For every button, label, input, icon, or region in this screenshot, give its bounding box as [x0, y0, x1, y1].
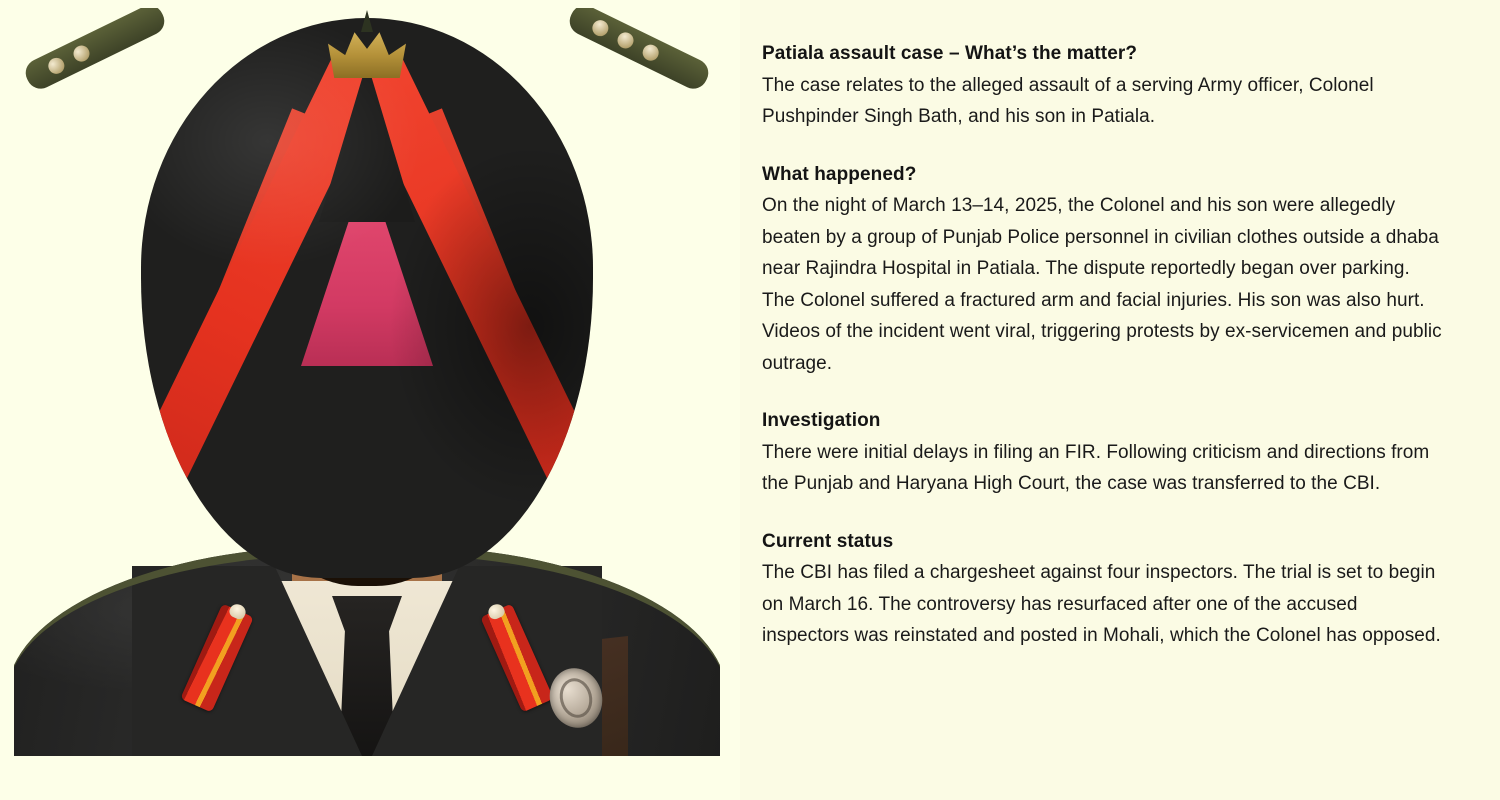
section-heading: Investigation	[762, 410, 881, 431]
turban-stripe-outer-right	[414, 108, 593, 578]
section-heading: Current status	[762, 530, 894, 552]
turban-centre-seam	[319, 62, 415, 222]
turban-inner-fabric	[301, 166, 433, 366]
rank-pip-icon	[71, 43, 92, 64]
turban	[141, 18, 593, 578]
section-investigation	[762, 405, 1444, 500]
section-heading: What happened?	[762, 163, 917, 185]
section-what-happened	[762, 159, 1444, 380]
rank-pip-icon	[46, 55, 67, 76]
section-body: The CBI has filed a chargesheet against four inspectors. The trial is set to begin on March 16. The controversy has resurfaced after one of the accused inspectors was reinstated and posted in Mohali, which the Colonel has opposed.	[762, 562, 1441, 646]
section-body: The case relates to the alleged assault of a serving Army officer, Colonel Pushpinder Singh Bath, and his son in Patiala.	[762, 74, 1374, 127]
section-what-is-the-matter	[762, 38, 1444, 133]
rank-pip-icon	[640, 42, 661, 63]
article-panel	[740, 0, 1500, 800]
section-body: On the night of March 13–14, 2025, the Colonel and his son were allegedly beaten by a group of Punjab Police personnel in civilian clothes outside a dhaba near Rajindra Hospital in Patiala. The dispute reportedly began over parking. The Colonel suffered a fractured arm and facial injuries. His son was also hurt. Videos of the incident went viral, triggering protests by ex-servicemen and public outrage.	[762, 195, 1442, 374]
photo-panel	[0, 0, 740, 800]
turban-stripe-right	[354, 58, 593, 578]
section-body: There were initial delays in filing an FIR. Following criticism and directions from the Punjab and Haryana High Court, the case was transferred to the CBI.	[762, 441, 1430, 494]
section-current-status	[762, 526, 1444, 652]
rank-pip-icon	[615, 30, 636, 51]
portrait-photo	[14, 8, 720, 756]
turban-stripe-left	[141, 58, 380, 578]
turban-stripe-outer-left	[141, 108, 320, 578]
section-heading: Patiala assault case – What’s the matter?	[762, 43, 1138, 64]
